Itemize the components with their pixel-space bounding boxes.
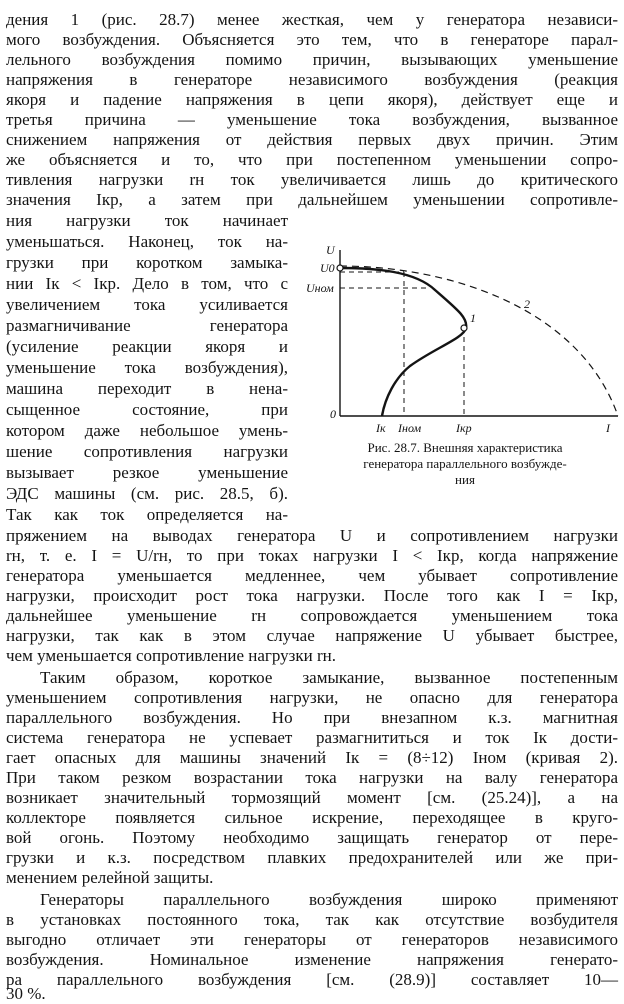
text-line: ЭДС машины (см. рис. 28.5, б). [6,484,288,503]
text-line: вызывает резкое уменьшение [6,463,288,482]
text-line: сыщенное состояние, при [6,400,288,419]
text-line: значения Iкр, а затем при дальнейшем уменьшении сопротивле- [6,190,618,209]
text-line: же объясняется и то, что при постепенном уменьшении сопро- [6,150,618,169]
label-ikr: Iкр [456,421,472,435]
text-line: тивления нагрузки rн ток увеличивается лишь до критического [6,170,618,189]
text-line: пряжением на выводах генератора U и сопротивлением нагрузки [6,526,618,545]
text-line: третья причина — уменьшение тока возбуждения, вызванное [6,110,618,129]
label-curve2: 2 [524,297,530,311]
text-line: вой огонь. Поэтому необходимо защищать генератор от пере- [6,828,618,847]
label-inom: Iном [398,421,422,435]
label-origin: 0 [330,407,336,421]
curve-1 [340,268,466,416]
text-line: мого возбуждения. Объясняется это тем, что в генераторе парал- [6,30,618,49]
text-line: Генераторы параллельного возбуждения широко применяют [40,890,618,909]
text-line: коллекторе появляется сильное искрение, переходящее в круго- [6,808,618,827]
text-line: увеличением тока усиливается [6,295,288,314]
text-line: 30 %. [6,984,46,1003]
figure-caption: Рис. 28.7. Внешняя характеристика [367,440,563,455]
point-u0 [337,265,343,271]
text-line: грузки при коротком замыка- [6,253,288,272]
text-line: чем уменьшается сопротивление нагрузки rн. [6,646,336,665]
label-i: I [606,421,610,435]
text-line: rн, т. е. I = U/rн, то при токах нагрузки I < Iкр, когда напряжение [6,546,618,565]
label-ik: Iк [376,421,386,435]
curve-2 [340,266,618,416]
text-line: дения 1 (рис. 28.7) менее жесткая, чем у генератора независи- [6,10,618,29]
text-line: менением релейной защиты. [6,868,214,887]
text-line: нагрузки, происходит рост тока нагрузки. После того как I = Iкр, [6,586,618,605]
text-line: напряжения в генераторе независимого возбуждения (реакция [6,70,618,89]
text-line: гает опасных для машины значений Iк = (8÷12) Iном (кривая 2). [6,748,618,767]
text-line: грузки и к.з. посредством плавких предохранителей или же при- [6,848,618,867]
text-line: машина переходит в нена- [6,379,288,398]
text-line: якоря и падение напряжения в цепи якоря), действует еще и [6,90,618,109]
label-u0: U0 [320,261,335,275]
text-line: нии Iк < Iкр. Дело в том, что с [6,274,288,293]
label-curve1: 1 [470,311,476,325]
text-line: система генератора не успевает размагнититься и ток Iк дости- [6,728,618,747]
text-line: (усиление реакции якоря и [6,337,288,356]
text-line: Таким образом, короткое замыкание, вызванное постепенным [40,668,618,687]
figure-caption: генератора параллельного возбужде- [363,456,567,471]
text-line: генератора уменьшается медленнее, чем убывает сопротивление [6,566,618,585]
text-line: Так как ток определяется на- [6,505,288,524]
text-line: размагничивание генератора [6,316,288,335]
figure-caption: ния [455,472,475,487]
text-line: ра параллельного возбуждения [см. (28.9)] составляет 10— [6,970,618,989]
text-line: шение сопротивления нагрузки [6,442,288,461]
text-line: возбуждения. Номинальное изменение напряжения генерато- [6,950,618,969]
text-line: выгодно отличает эти генераторы от генераторов независимого [6,930,618,949]
text-line: нагрузки, так как в этом случае напряжение U убывает быстрее, [6,626,618,645]
text-line: ния нагрузки ток начинает [6,211,288,230]
label-unom: Uном [306,281,334,295]
text-line: снижением напряжения от действия первых двух причин. Этим [6,130,618,149]
text-line: уменьшением сопротивления нагрузки, не опасно для генератора [6,688,618,707]
text-line: лельного возбуждения помимо причин, вызывающих уменьшение [6,50,618,69]
text-line: дальнейшее уменьшение rн сопровождается уменьшением тока [6,606,618,625]
point-ikr [461,325,467,331]
text-line: параллельного возбуждения. Но при внезапном к.з. магнитная [6,708,618,727]
text-line: уменьшаться. Наконец, ток на- [6,232,288,251]
text-line: котором даже небольшое умень- [6,421,288,440]
text-line: возникает значительный тормозящий момент [см. (25.24)], а на [6,788,618,807]
text-line: уменьшение тока возбуждения), [6,358,288,377]
label-u: U [326,243,335,257]
text-line: При таком резком возрастании тока нагрузки на валу генератора [6,768,618,787]
text-line: в установках постоянного тока, так как отсутствие возбудителя [6,910,618,929]
